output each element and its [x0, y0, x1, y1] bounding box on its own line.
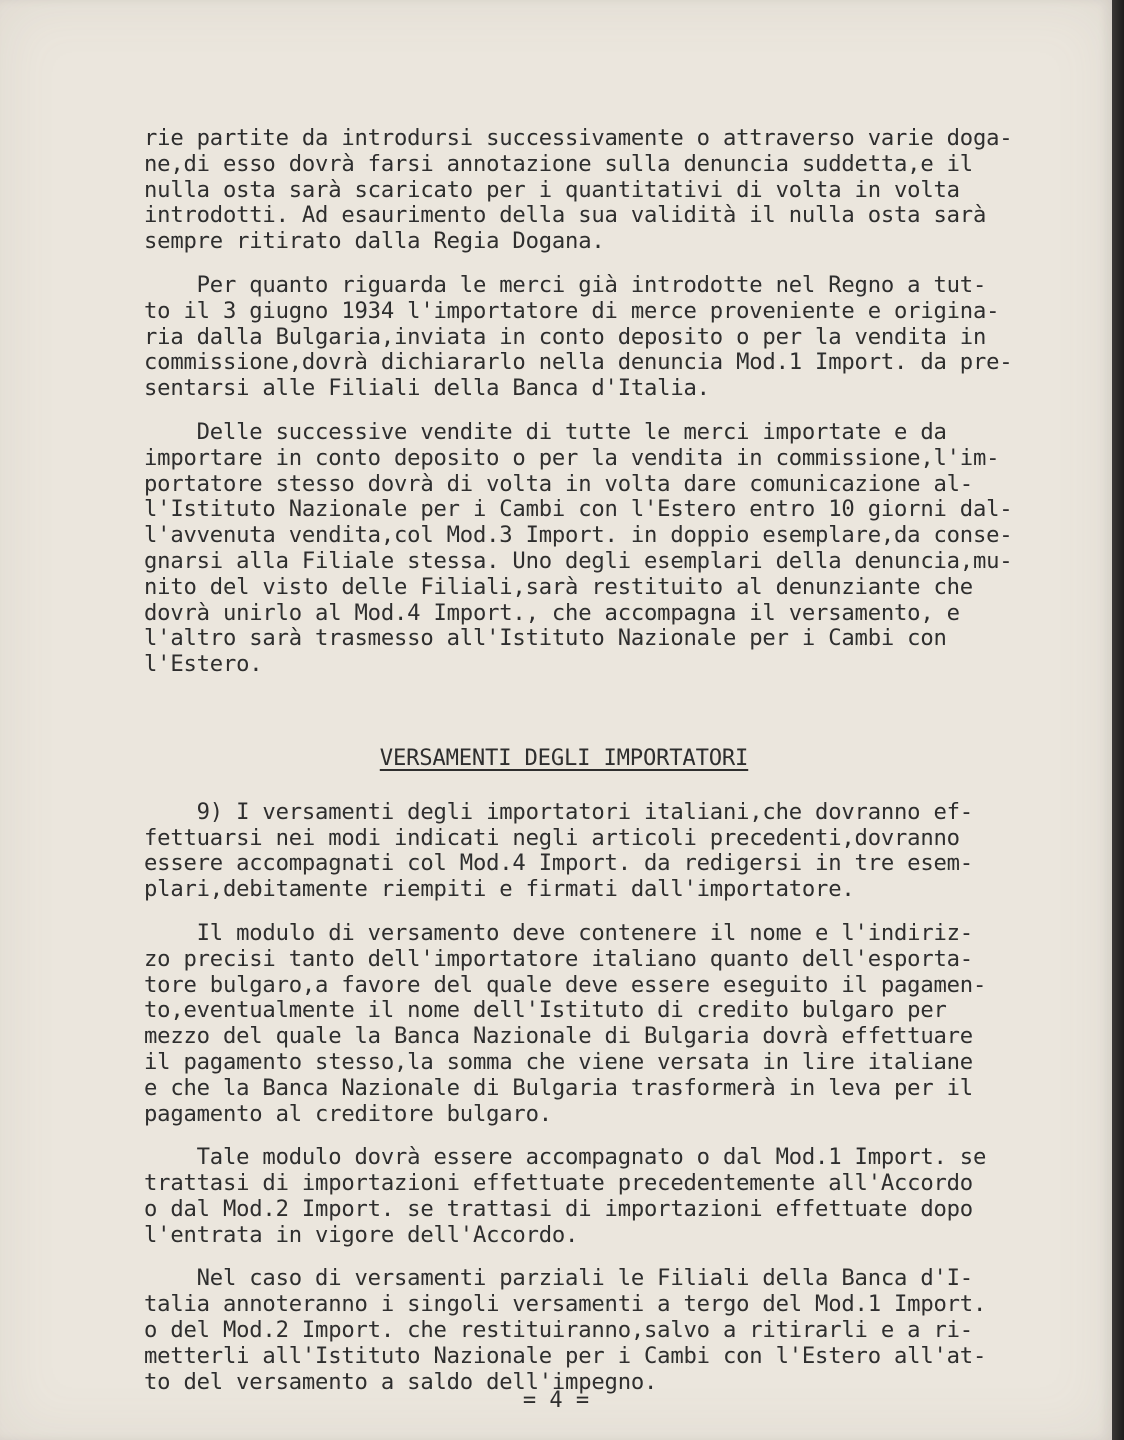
page-number: = 4 =	[522, 1388, 590, 1413]
page-edge-shadow	[1112, 0, 1124, 1440]
text-line: sempre ritirato dalla Regia Dogana.	[144, 228, 605, 255]
text-line: l'entrata in vigore dell'Accordo.	[144, 1221, 579, 1248]
paragraph-6	[144, 1145, 1024, 1248]
text-line: sentarsi alle Filiali della Banca d'Italia.	[144, 375, 710, 402]
text-line: Per quanto riguarda le merci già introdotte nel Regno a tut-	[144, 271, 987, 298]
text-line: introdotti. Ad esaurimento della sua validità il nulla osta sarà	[144, 202, 987, 229]
text-line: o dal Mod.2 Import. se trattasi di importazioni effettuate dopo	[144, 1195, 973, 1222]
text-line: talia annoteranno i singoli versamenti a tergo del Mod.1 Import.	[144, 1291, 987, 1318]
text-line: portatore stesso dovrà di volta in volta dare comunicazione al-	[144, 470, 973, 497]
text-line: l'Istituto Nazionale per i Cambi con l'Estero entro 10 giorni dal-	[144, 496, 1013, 523]
text-line: to,eventualmente il nome dell'Istituto di credito bulgaro per	[144, 997, 947, 1024]
text-line: trattasi di importazioni effettuate precedentemente all'Accordo	[144, 1170, 973, 1197]
text-line: Il modulo di versamento deve contenere il nome e l'indiriz-	[144, 919, 973, 946]
text-line: nito del visto delle Filiali,sarà restituito al denunziante che	[144, 573, 973, 600]
text-line: l'avvenuta vendita,col Mod.3 Import. in doppio esemplare,da conse-	[144, 522, 1013, 549]
text-line: importare in conto deposito o per la vendita in commissione,l'im-	[144, 444, 1000, 471]
text-line: Tale modulo dovrà essere accompagnato o dal Mod.1 Import. se	[144, 1144, 987, 1171]
text-line: ne,di esso dovrà farsi annotazione sulla denuncia suddetta,e il	[144, 150, 973, 177]
text-line: o del Mod.2 Import. che restituiranno,salvo a ritirarli e a ri-	[144, 1317, 973, 1344]
paragraph-1	[144, 126, 1024, 255]
text-line: dovrà unirlo al Mod.4 Import., che accompagna il versamento, e	[144, 599, 960, 626]
text-line: ria dalla Bulgaria,inviata in conto deposito o per la vendita in	[144, 323, 987, 350]
text-line: plari,debitamente riempiti e firmati dall'importatore.	[144, 876, 855, 903]
text-line: e che la Banca Nazionale di Bulgaria trasformerà in leva per il	[144, 1074, 973, 1101]
text-line: tore bulgaro,a favore del quale deve essere eseguito il pagamen-	[144, 971, 987, 998]
text-line: Delle successive vendite di tutte le merci importate e da	[144, 418, 947, 445]
paragraph-5	[144, 921, 1024, 1127]
text-line: essere accompagnati col Mod.4 Import. da redigersi in tre esem-	[144, 850, 973, 877]
text-line: pagamento al creditore bulgaro.	[144, 1100, 552, 1127]
text-line: commissione,dovrà dichiararlo nella denuncia Mod.1 Import. da pre-	[144, 349, 1013, 376]
text-line: 9) I versamenti degli importatori italiani,che dovranno ef-	[144, 798, 973, 825]
text-line: metterli all'Istituto Nazionale per i Cambi con l'Estero all'at-	[144, 1342, 987, 1369]
text-line: mezzo del quale la Banca Nazionale di Bulgaria dovrà effettuare	[144, 1023, 973, 1050]
document-body	[144, 126, 1024, 1413]
text-line: fettuarsi nei modi indicati negli articoli precedenti,dovranno	[144, 824, 960, 851]
text-line: Nel caso di versamenti parziali le Filiali della Banca d'I-	[144, 1265, 973, 1292]
section-heading: VERSAMENTI DEGLI IMPORTATORI	[379, 744, 749, 771]
text-line: gnarsi alla Filiale stessa. Uno degli esemplari della denuncia,mu-	[144, 547, 1013, 574]
paragraph-2	[144, 273, 1024, 402]
text-line: zo precisi tanto dell'importatore italiano quanto dell'esporta-	[144, 945, 973, 972]
text-line: l'altro sarà trasmesso all'Istituto Nazionale per i Cambi con	[144, 625, 947, 652]
text-line: to il 3 giugno 1934 l'importatore di merce proveniente e origina-	[144, 297, 1000, 324]
text-line: rie partite da introdursi successivamente o attraverso varie doga-	[144, 125, 1013, 151]
text-line: l'Estero.	[144, 651, 263, 678]
text-line: il pagamento stesso,la somma che viene versata in lire italiane	[144, 1048, 973, 1075]
paragraph-3	[144, 420, 1024, 678]
text-line: to del versamento a saldo dell'impegno.	[144, 1368, 658, 1395]
text-line: nulla osta sarà scaricato per i quantitativi di volta in volta	[144, 176, 960, 203]
paragraph-7	[144, 1266, 1024, 1395]
paragraph-4	[144, 800, 1024, 903]
